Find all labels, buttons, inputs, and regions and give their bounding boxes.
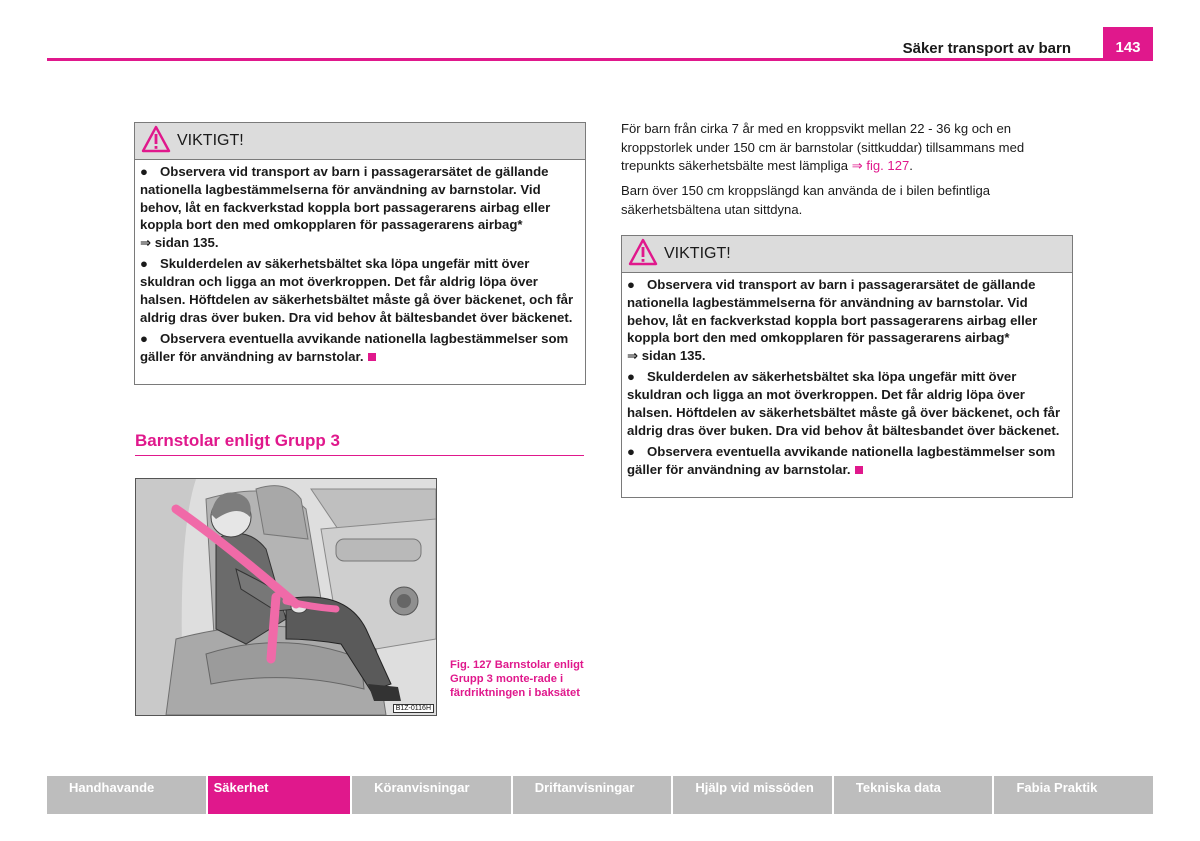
warning-item-text: Skulderdelen av säkerhetsbältet ska löpa ungefär mitt över skuldran och ligga an mot överkroppen. Det får aldrig löpa över halsen. Höftdelen av säkerhetsbältet måste gå över bäckenet, och får aldrig dras över buken. Dra vid behov åt bältesbandet över bäckenet.: [627, 369, 1061, 438]
warning-header: [135, 123, 585, 160]
bullet-icon: ●: [627, 369, 635, 385]
warning-title: VIKTIGT!: [664, 245, 731, 262]
header-rule: [47, 58, 1153, 61]
warning-item: [140, 330, 580, 366]
warning-item-text: Skulderdelen av säkerhetsbältet ska löpa ungefär mitt över skuldran och ligga an mot överkroppen. Det får aldrig löpa över halsen. Höftdelen av säkerhetsbältet måste gå över bäckenet, och får aldrig dras över buken. Dra vid behov åt bältesbandet över bäckenet.: [140, 256, 574, 325]
page-reference: ⇒ sidan 135.: [140, 235, 219, 251]
bullet-icon: ●: [140, 331, 148, 347]
paragraph-1-text: För barn från cirka 7 år med en kroppsvikt mellan 22 - 36 kg och en kroppstorlek under 150 cm är barnstolar (sittkuddar) tillsammans med trepunkts säkerhetsbälte mest lämpliga: [621, 121, 1025, 173]
page-number: 143: [1103, 27, 1153, 61]
page-header-title: Säker transport av barn: [902, 40, 1071, 57]
page-reference: ⇒ sidan 135.: [627, 348, 706, 364]
warning-box-left: [134, 122, 586, 385]
nav-tab-driftanvisningar[interactable]: Driftanvisningar: [513, 776, 674, 814]
end-square-icon: [368, 353, 376, 361]
warning-item-text: Observera eventuella avvikande nationella lagbestämmelser som gäller för användning av barnstolar.: [140, 331, 569, 364]
warning-body: [622, 273, 1072, 485]
warning-body: [135, 160, 585, 372]
warning-header: [622, 236, 1072, 273]
warning-item-text: Observera vid transport av barn i passagerarsätet de gällande nationella lagbestämmelserna för användning av barnstolar. Vid behov, låt en fackverkstad koppla bort passagerarens airbag eller koppla bort den med omkopplaren för passagerarens airbag*: [140, 164, 551, 233]
nav-tab-handhavande[interactable]: Handhavande: [47, 776, 208, 814]
warning-item: [140, 255, 580, 326]
end-square-icon: [855, 466, 863, 474]
footer-navigation: [47, 776, 1153, 814]
warning-item: [627, 443, 1067, 479]
figure-illustration: [135, 478, 437, 716]
figure-reference-link[interactable]: ⇒ fig. 127: [851, 158, 910, 173]
bullet-icon: ●: [140, 256, 148, 272]
section-heading: Barnstolar enligt Grupp 3: [135, 431, 584, 456]
warning-triangle-icon: [628, 238, 658, 271]
nav-tab-tekniska-data[interactable]: Tekniska data: [834, 776, 995, 814]
warning-item-text: Observera vid transport av barn i passagerarsätet de gällande nationella lagbestämmelserna för användning av barnstolar. Vid behov, låt en fackverkstad koppla bort passagerarens airbag eller koppla bort den med omkopplaren för passagerarens airbag*: [627, 277, 1038, 346]
paragraph-2: Barn över 150 cm kroppslängd kan använda de i bilen befintliga säkerhetsbältena utan sittdyna.: [621, 183, 991, 217]
bullet-icon: ●: [627, 444, 635, 460]
bullet-icon: ●: [140, 164, 148, 179]
warning-title: VIKTIGT!: [177, 132, 244, 149]
paragraph-1-end: .: [909, 158, 913, 173]
warning-item: [140, 163, 580, 252]
nav-tab-koranvisningar[interactable]: Köranvisningar: [352, 776, 513, 814]
figure-caption: Fig. 127 Barnstolar enligt Grupp 3 monte-rade i färdriktningen i baksätet: [450, 659, 584, 699]
child-seat-illustration: [136, 479, 436, 715]
warning-triangle-icon: [141, 125, 171, 158]
paragraph-1: [621, 120, 1073, 176]
bullet-icon: ●: [627, 277, 635, 292]
warning-item-text: Observera eventuella avvikande nationella lagbestämmelser som gäller för användning av barnstolar.: [627, 444, 1056, 477]
warning-item: [627, 368, 1067, 439]
warning-item: [627, 276, 1067, 365]
figure-code: B1Z-0116H: [393, 704, 434, 713]
nav-tab-hjalp-vid-missoden[interactable]: Hjälp vid missöden: [673, 776, 834, 814]
nav-tab-fabia-praktik[interactable]: Fabia Praktik: [994, 776, 1153, 814]
nav-tab-sakerhet[interactable]: Säkerhet: [208, 776, 353, 814]
warning-box-right: [621, 235, 1073, 498]
